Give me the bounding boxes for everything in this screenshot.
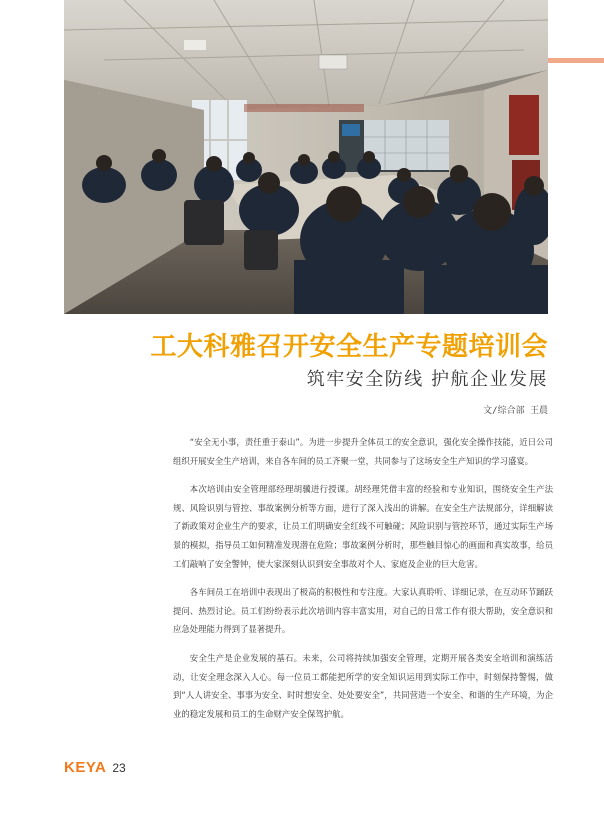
- paragraph: 各车间员工在培训中表现出了极高的积极性和专注度。大家认真聆听、详细记录，在互动环节踊跃提问、热烈讨论。员工们纷纷表示此次培训内容丰富实用，对自己的日常工作有很大帮助，安全意识和应急处理能力得到了显著提升。: [173, 587, 553, 635]
- page-number: 23: [112, 761, 126, 775]
- paragraph: 安全生产是企业发展的基石。未来，公司将持续加强安全管理，定期开展各类安全培训和演练活动，让安全理念深入人心。每一位员工都能把所学的安全知识运用到实际工作中，时刻保持警惕，做到“人人讲安全、事事为安全、时时想安全、处处要安全”，共同营造一个安全、和谐的生产环境，为企业的稳定发展和员工的生命财产安全保驾护航。: [173, 652, 553, 719]
- page-footer: [64, 759, 126, 779]
- training-meeting-photo: [64, 0, 548, 314]
- paragraph: 本次培训由安全管理部经理胡骥进行授课。胡经理凭借丰富的经验和专业知识，围绕安全生产法规、风险识别与管控、事故案例分析等方面，进行了深入浅出的讲解。在安全生产法规部分，详细解读了新政策对企业生产的要求，让员工们明确安全红线不可触碰；风险识别与管控环节，通过实际生产场景的模拟，指导员工如何精准发现潜在危险；事故案例分析时，那些触目惊心的画面和真实故事，给员工们敲响了安全警钟，使大家深刻认识到安全事故对个人、家庭及企业的巨大危害。: [173, 484, 553, 569]
- article-body: [173, 433, 553, 733]
- accent-bar: [548, 58, 604, 63]
- article-subtitle: 筑牢安全防线 护航企业发展: [306, 369, 548, 390]
- keya-logo: KEYA: [64, 759, 107, 776]
- article-title: 工大科雅召开安全生产专题培训会: [150, 332, 548, 362]
- paragraph: “安全无小事，责任重于泰山”。为进一步提升全体员工的安全意识，强化安全操作技能，近日公司组织开展安全生产培训，来自各车间的员工齐聚一堂，共同参与了这场安全生产知识的学习盛宴。: [173, 437, 553, 466]
- article-byline: 文/综合部 王晨: [483, 406, 548, 416]
